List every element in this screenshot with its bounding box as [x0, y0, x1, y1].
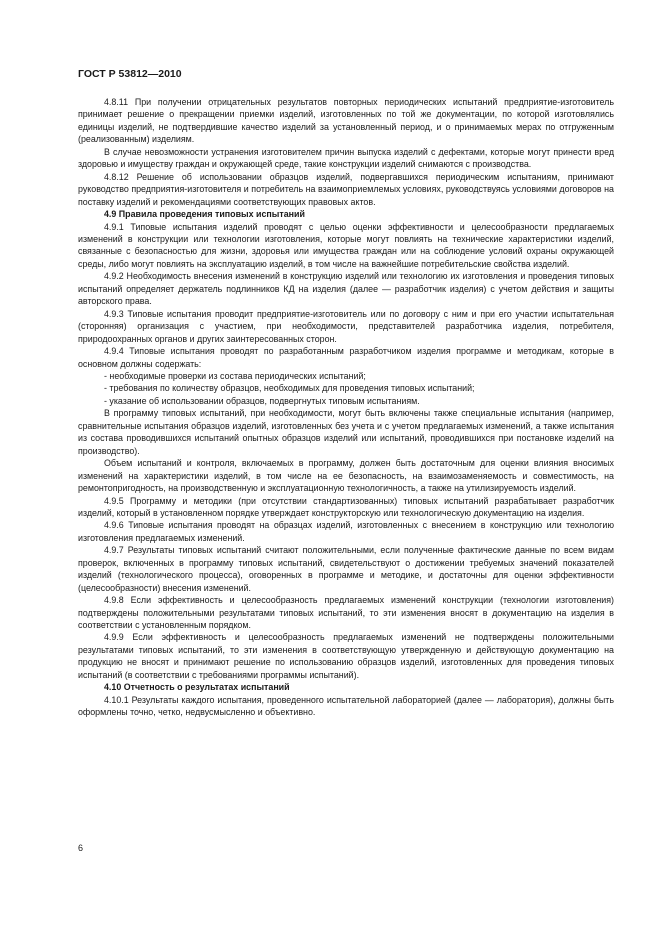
list-item: - указание об использовании образцов, подвергнутых типовым испытаниям. [104, 395, 420, 406]
paragraph-4-9-1: 4.9.1 Типовые испытания изделий проводят с целью оценки эффективности и целесообразности предлагаемых изменений в конструкции или технологии изготовления, которые могут повлиять на технические характеристики изделий, связанные с безопасностью для жизни, здоровья или имущества граждан или на соблюдение условий охраны окружающей среды, либо могут повлиять на эксплуатацию изделий, в том числе на важнейшие потребительские свойства изделий. [78, 221, 614, 269]
section-heading-4-10: 4.10 Отчетность о результатах испытаний [104, 682, 290, 693]
paragraph-defects: В случае невозможности устранения изготовителем причин выпуска изделий с дефектами, которые могут принести вред здоровью и имуществу граждан и окружающей среде, такие конструкции изделий снимаются с производства. [78, 146, 614, 170]
paragraph-4-9-7: 4.9.7 Результаты типовых испытаний считают положительными, если полученные фактические данные по всем видам проверок, включенных в программу типовых испытаний, свидетельствуют о достижении требуемых значений показателей изделий (технологического процесса), оговоренных в программе и методике, и достаточны для оценки эффективности (целесообразности) внесения изменений. [78, 545, 614, 593]
paragraph-scope: Объем испытаний и контроля, включаемых в программу, должен быть достаточным для оценки влияния вносимых изменений на характеристики изделий, в том числе на ее безопасность, на взаимозаменяемость и совместимость, на ремонтопригодность, на производственную и эксплуатационную технологичность, а также на утилизируемость изделий. [78, 458, 614, 494]
list-item: - необходимые проверки из состава периодических испытаний; [104, 370, 366, 381]
paragraph-4-8-11: 4.8.11 При получении отрицательных результатов повторных периодических испытаний предприятие-изготовитель принимает решение о прекращении приемки изделий, изготовленных по той же документации, по которой изготовлялись единицы изделий, не подтвердившие качество изделий за установленный период, и о принимаемых мерах по отгруженным (реализованным) изделиям. [78, 97, 614, 145]
list-item: - требования по количеству образцов, необходимых для проведения типовых испытаний; [104, 383, 475, 394]
paragraph-4-9-2: 4.9.2 Необходимость внесения изменений в конструкцию изделий или технологию их изготовления и проведения типовых испытаний определяет держатель подлинников КД на изделия (далее — разработчик изделия) с учетом действия и защиты авторского права. [78, 271, 614, 307]
paragraph-4-9-4: 4.9.4 Типовые испытания проводят по разработанным разработчиком изделия программе и методикам, которые в основном должны содержать: [78, 346, 614, 369]
paragraph-4-9-9: 4.9.9 Если эффективность и целесообразность предлагаемых изменений не подтверждены положительными результатами типовых испытаний, то эти изменения в соответствующую утвержденную и действующую документацию на продукцию не вносят и принимают решение по использованию образцов изделий, изготовленных для проведения типовых испытаний (в соответствии с требованиями программы испытаний). [78, 632, 614, 680]
paragraph-4-9-5: 4.9.5 Программу и методики (при отсутствии стандартизованных) типовых испытаний разрабатывает разработчик изделий, который в установленном порядке утверждает конструкторскую или технологическую документацию на изделия. [78, 495, 614, 518]
paragraph-4-10-1: 4.10.1 Результаты каждого испытания, проведенного испытательной лабораторией (далее — лаборатория), должны быть оформлены точно, четко, недвусмысленно и объективно. [78, 694, 614, 718]
section-heading-4-9: 4.9 Правила проведения типовых испытаний [104, 209, 305, 220]
paragraph-4-8-12: 4.8.12 Решение об использовании образцов изделий, подвергавшихся периодическим испытаниям, принимают руководство предприятия-изготовителя и потребитель на взаимоприемлемых условиях, руководствуясь условиями договоров на поставку изделий и рекомендациями соответствующих правовых актов. [78, 171, 614, 207]
paragraph-4-9-3: 4.9.3 Типовые испытания проводит предприятие-изготовитель или по договору с ним и при его участии испытательная (сторонняя) организация с участием, при необходимости, представителей разработчика изделия, потребителя, природоохранных органов и других заинтересованных сторон. [78, 308, 614, 344]
document-header: ГОСТ Р 53812—2010 [78, 68, 182, 80]
paragraph-4-9-8: 4.9.8 Если эффективность и целесообразность предлагаемых изменений конструкции (технологии изготовления) подтверждены положительными результатами типовых испытаний, то эти изменения вносят в документацию на изделия в соответствии с установленным порядком. [78, 595, 614, 631]
paragraph-4-9-6: 4.9.6 Типовые испытания проводят на образцах изделий, изготовленных с внесением в конструкцию или технологию изготовления предлагаемых изменений. [78, 520, 614, 543]
document-body [78, 96, 614, 719]
paragraph-special-tests: В программу типовых испытаний, при необходимости, могут быть включены также специальные испытания (например, сравнительные испытания образцов изделий, изготовленных без учета и с учетом предлагаемых изменений, а также испытания из состава проводившихся испытаний опытных образцов изделий или испытаний, проводившихся при постановке изделий на производство). [78, 408, 614, 456]
page-number: 6 [78, 843, 84, 853]
